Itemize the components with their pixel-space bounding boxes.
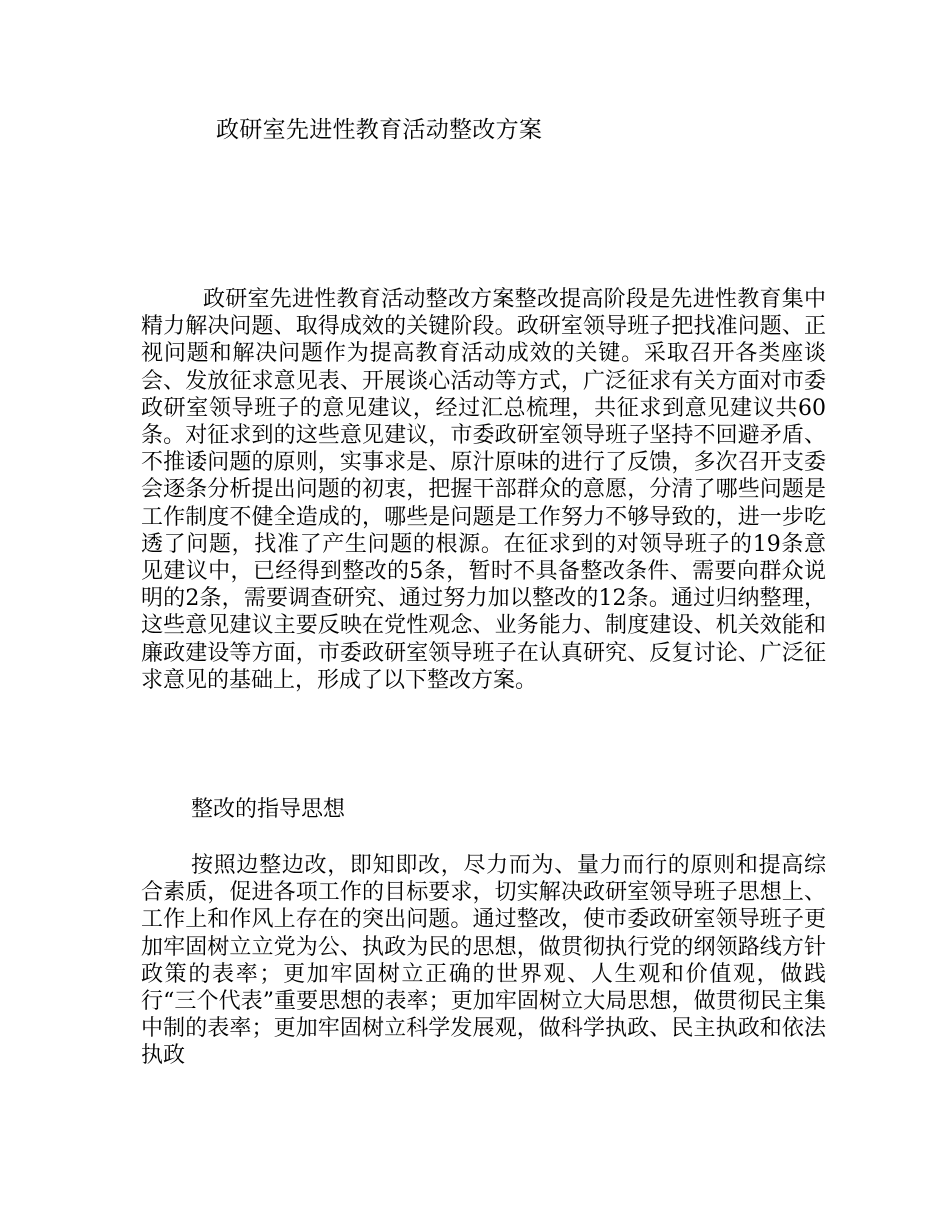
body-paragraph-2: 按照边整边改，即知即改，尽力而为、量力而行的原则和提高综合素质，促进各项工作的目标要求，切实解决政研室领导班子思想上、工作上和作风上存在的突出问题。通过整改，使市委政研室领导班子更加牢固树立立党为公、执政为民的思想，做贯彻执行党的纲领路线方针政策的表率；更加牢固树立正确的世界观、人生观和价值观，做践行“三个代表”重要思想的表率；更加牢固树立大局思想，做贯彻民主集中制的表率；更加牢固树立科学发展观，做科学执政、民主执政和依法执政 — [141, 853, 826, 1069]
body-paragraph-1: 政研室先进性教育活动整改方案整改提高阶段是先进性教育集中精力解决问题、取得成效的关键阶段。政研室领导班子把找准问题、正视问题和解决问题作为提高教育活动成效的关键。采取召开各类座谈会、发放征求意见表、开展谈心活动等方式，广泛征求有关方面对市委政研室领导班子的意见建议，经过汇总梳理，共征求到意见建议共60条。对征求到的这些意见建议，市委政研室领导班子坚持不回避矛盾、不推诿问题的原则，实事求是、原汁原味的进行了反馈，多次召开支委会逐条分析提出问题的初衷，把握干部群众的意愿，分清了哪些问题是工作制度不健全造成的，哪些是问题是工作努力不够导致的，进一步吃透了问题，找准了产生问题的根源。在征求到的对领导班子的19条意见建议中，已经得到整改的5条，暂时不具备整改条件、需要向群众说明的2条，需要调查研究、通过努力加以整改的12条。通过归纳整理，这些意见建议主要反映在党性观念、业务能力、制度建设、机关效能和廉政建设等方面，市委政研室领导班子在认真研究、反复讨论、广泛征求意见的基础上，形成了以下整改方案。 — [141, 287, 826, 693]
section-heading: 整改的指导思想 — [191, 797, 346, 822]
document-title: 政研室先进性教育活动整改方案 — [216, 117, 543, 143]
